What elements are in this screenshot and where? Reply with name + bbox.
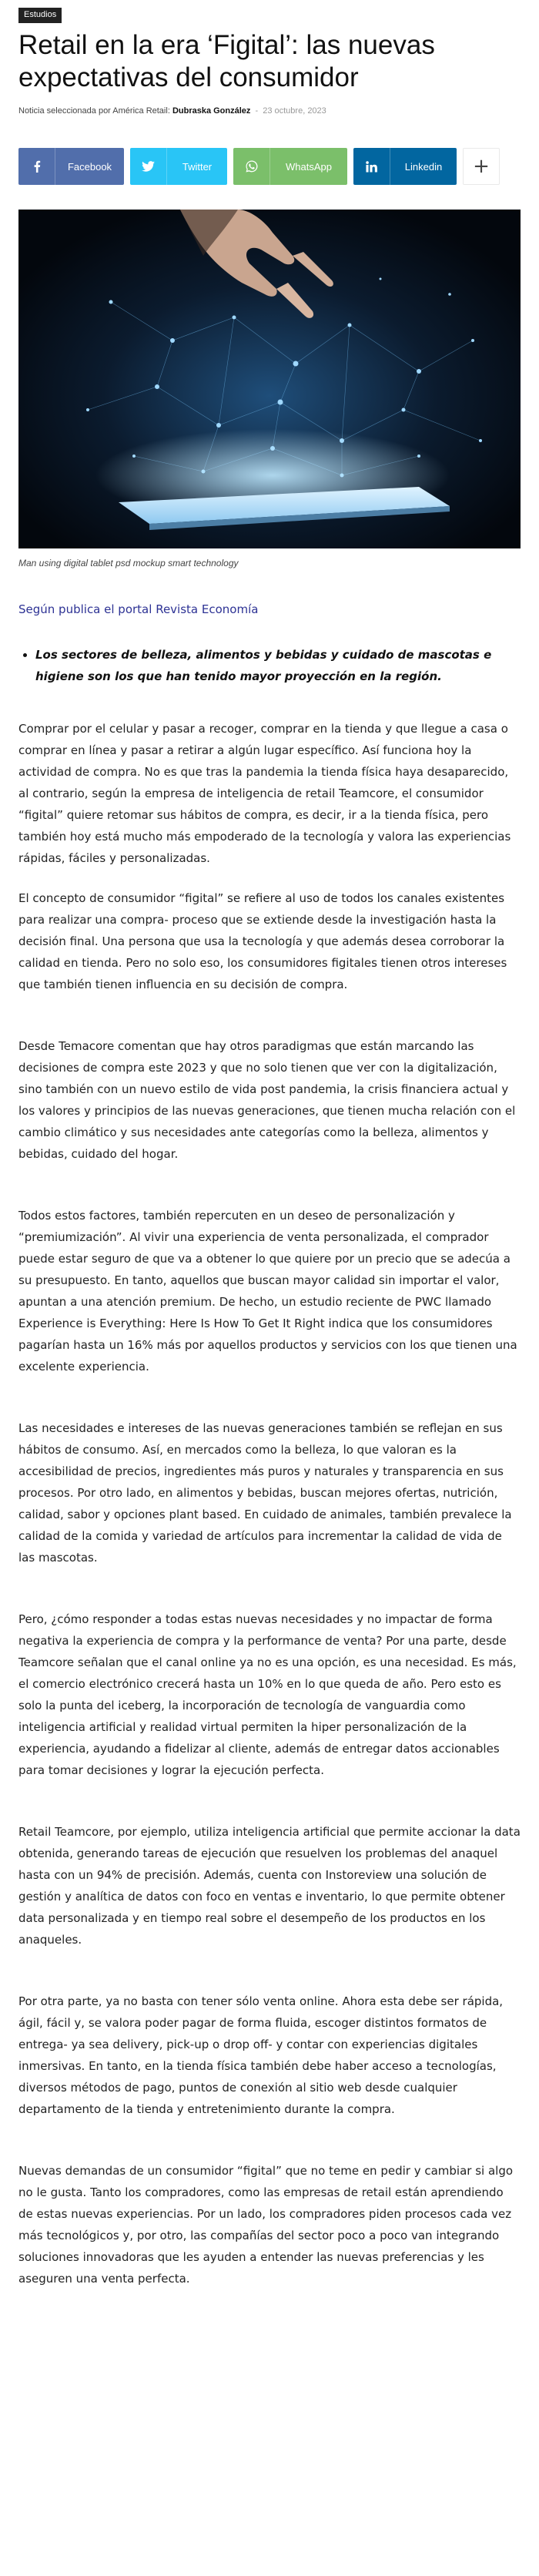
share-more-button[interactable]: +: [463, 148, 500, 185]
share-facebook-button[interactable]: [18, 148, 124, 185]
source-prefix: Según publica el portal: [18, 602, 152, 616]
share-linkedin-button[interactable]: [353, 148, 457, 185]
share-bar: [18, 148, 521, 185]
author-link[interactable]: Dubraska González: [172, 106, 251, 116]
body-paragraph: Por otra parte, ya no basta con tener sólo venta online. Ahora esta debe ser rápida, ágil, fácil y, se valora poder pagar de forma fluida, escoger distintos formatos de entrega- ya sea delivery, pick-up o drop off- y contar con experiencias digitales inmersivas. En tanto, en la tienda física también debe haber acceso a tecnologías, diversos métodos de pago, puntos de conexión al sitio web desde cualquier departamento de la tienda y entretenimiento durante la compra.: [18, 1994, 504, 2116]
image-caption: Man using digital tablet psd mockup smart technology: [18, 558, 239, 569]
share-twitter-button[interactable]: [130, 148, 227, 185]
share-facebook-label: Facebook: [67, 160, 112, 173]
article-title: Retail en la era ‘Figital’: las nuevas expectativas del consumidor: [18, 30, 435, 92]
facebook-icon: [18, 148, 55, 185]
share-whatsapp-label: WhatsApp: [286, 160, 332, 173]
body-paragraph: El concepto de consumidor “figital” se refiere al uso de todos los canales existentes para realizar una compra- proceso que se extiende desde la investigación hasta la decisión final. Una persona que usa la tecnología y que además desea corroborar la calidad en tienda. Pero no solo eso, los consumidores figitales tienen otros intereses que también tienen influencia en su decisión de compra.: [18, 891, 507, 991]
body-paragraph: Nuevas demandas de un consumidor “figital” que no teme en pedir y cambiar si algo no le gusta. Tanto los compradores, como las empresas de retail están aprendiendo de estas nuevas experiencias. Por un lado, los compradores piden procesos cada vez más tecnológicos y, por otro, las compañías del sector poco a poco van integrando soluciones innovadoras que les ayuden a entender las nuevas preferencias y les aseguren una venta perfecta.: [18, 2164, 514, 2286]
source-link[interactable]: Revista Economía: [156, 602, 259, 616]
body-paragraph: Comprar por el celular y pasar a recoger, comprar en la tienda y que llegue a casa o comprar en línea y pasar a retirar a algún lugar específico. Así funciona hoy la actividad de compra. No es que tras la pandemia la tienda física haya desaparecido, al contrario, según la empresa de inteligencia de retail Teamcore, el consumidor “figital” quiere retomar sus hábitos de compra, es decir, ir a la tienda física, pero también hoy está mucho más empoderado de la tecnología y valora las experiencias rápidas, fáciles y personalizadas.: [18, 722, 511, 865]
body-paragraph: Las necesidades e intereses de las nuevas generaciones también se reflejan en sus hábitos de consumo. Así, en mercados como la belleza, lo que valoran es la accesibilidad de precios, ingredientes más puros y naturales y transparencia en sus procesos. Por otro lado, en alimentos y bebidas, buscan mejores ofertas, nutrición, calidad, sabor y opciones plant based. En cuidado de animales, también prevalece la calidad de la comida y variedad de artículos para incrementar la calidad de vida de las mascotas.: [18, 1421, 512, 1565]
body-paragraph: Desde Temacore comentan que hay otros paradigmas que están marcando las decisiones de compra este 2023 y que no solo tienen que ver con la digitalización, sino también con un nuevo estilo de vida post pandemia, la crisis financiera actual y los valores y principios de las nuevas generaciones, que tienen mucha relación con el cambio climático y sus necesidades ante categorías como la belleza, alimentos y bebidas, cuidado del hogar.: [18, 1039, 516, 1161]
share-twitter-label: Twitter: [182, 160, 213, 173]
share-linkedin-label: Linkedin: [404, 160, 443, 173]
linkedin-icon: [353, 148, 390, 185]
source-line: [18, 602, 521, 616]
article-meta: [18, 105, 521, 117]
meta-separator: -: [255, 106, 259, 116]
whatsapp-icon: [233, 148, 270, 185]
featured-image: [18, 210, 521, 548]
body-paragraph: Retail Teamcore, por ejemplo, utiliza inteligencia artificial que permite accionar la data obtenida, generando tareas de ejecución que resuelven los problemas del anaquel hasta con un 94% de precisión. Además, cuenta con Instoreview una solución de gestión y analítica de datos con foco en ventas e inventario, lo que permite obtener data personalizada y en tiempo real sobre el desempeño de los productos en los anaqueles.: [18, 1825, 521, 1947]
highlights-list: [18, 644, 521, 687]
body-paragraph: Todos estos factores, también repercuten en un deseo de personalización y “premiumización”. Al vivir una experiencia de venta personalizada, el comprador puede estar seguro de que va a obtener lo que quiere por un precio que se adecúa a su presupuesto. En tanto, aquellos que buscan mayor calidad sin importar el valor, apuntan a una atención premium. De hecho, un estudio reciente de PWC llamado Experience is Everything: Here Is How To Get It Right indica que los consumidores pagarían hasta un 16% más por aquellos productos y servicios con los que tienen una excelente experiencia.: [18, 1209, 517, 1374]
share-whatsapp-button[interactable]: [233, 148, 347, 185]
category-tag[interactable]: Estudios: [18, 8, 62, 23]
article-body: [18, 718, 521, 2289]
meta-prefix: Noticia seleccionada por América Retail:: [18, 106, 170, 116]
publish-date: 23 octubre, 2023: [263, 106, 326, 116]
highlight-item: • Los sectores de belleza, alimentos y bebidas y cuidado de mascotas e higiene son los que han tenido mayor proyección en la región.: [35, 644, 521, 687]
body-paragraph: Pero, ¿cómo responder a todas estas nuevas necesidades y no impactar de forma negativa la experiencia de compra y la performance de venta? Por una parte, desde Teamcore señalan que el canal online ya no es una opción, es una necesidad. Es más, el comercio electrónico crecerá hasta un 10% en lo que queda de año. Pero esto es solo la punta del iceberg, la incorporación de tecnología de vanguardia como inteligencia artificial y realidad virtual permiten la hiper personalización de la experiencia, ayudando a fidelizar al cliente, además de entregar datos accionables para tomar decisiones y lograr la ejecución perfecta.: [18, 1612, 517, 1777]
twitter-icon: [130, 148, 167, 185]
